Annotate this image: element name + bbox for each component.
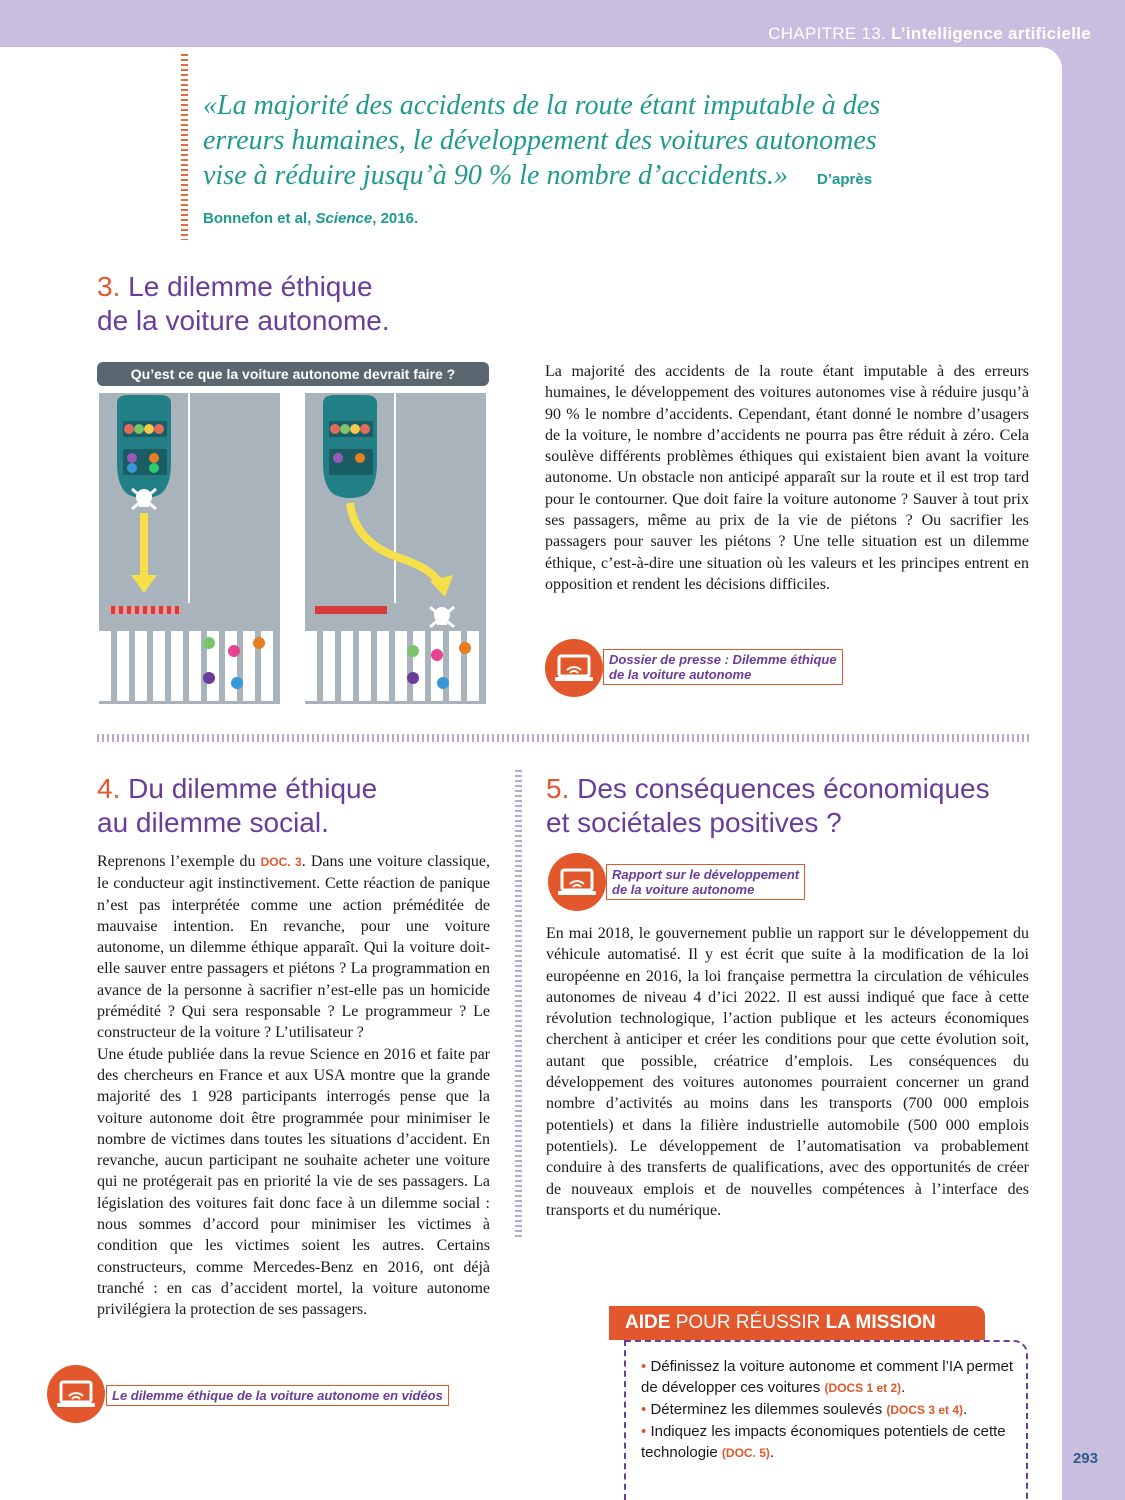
- column-divider: [515, 770, 522, 1240]
- quote-decoration: [181, 54, 188, 240]
- section5-title: 5. Des conséquences économiques et sociétales positives ?: [546, 773, 990, 838]
- list-item: • Indiquez les impacts économiques potentiels de cette technologie (DOC. 5).: [641, 1423, 1006, 1461]
- laptop-icon[interactable]: [47, 1365, 105, 1423]
- section4-body: [97, 851, 490, 1321]
- autonomous-car-icon: [323, 395, 377, 498]
- resource-link-report[interactable]: Rapport sur le développement de la voiture autonome: [606, 864, 805, 900]
- section4-paragraph2: Une étude publiée dans la revue Science en 2016 et faite par des chercheurs en France et aux USA montre que la grande majorité des 1 928 participants interrogés pense que la voiture autonome doit être programmée pour minimiser le nombre de victimes dans toutes les situations d’accident. En revanche, aucun participant ne souhaite acheter une voiture qui ne protégerait pas en priorité la vie de ses passagers. La législation des voitures fait donc face à un dilemme social : nous sommes d’accord pour minimiser les victimes à condition que les victimes soient les autres. Certains constructeurs, comme Mercedes-Benz en 2016, ont déjà tranché : en cas d’accident mortel, la voiture autonome privilégiera la protection de ses passagers.: [97, 1045, 490, 1319]
- chapter-header: [768, 24, 1091, 44]
- resource-link-videos[interactable]: Le dilemme éthique de la voiture autonome en vidéos: [106, 1385, 449, 1406]
- section4-title: 4. Du dilemme éthique au dilemme social.: [97, 773, 378, 838]
- quote-source: D’après Bonnefon et al, Science, 2016.: [203, 171, 873, 227]
- page-number: 293: [1072, 1450, 1098, 1467]
- section-divider: [97, 734, 1029, 742]
- section3-body: La majorité des accidents de la route étant imputable à des erreurs humaines, le développement des voitures autonomes vise à réduire jusqu’à 90 % le nombre d’accidents. Cependant, étant donné le nombre d’usagers de la voiture, le nombre d’accidents ne pourra pas être réduit à zéro. Cela soulève différents problèmes éthiques qui existaient bien avant la voiture autonome. Un obstacle non anticipé apparaît sur la route et il est trop tard pour le contourner. Que doit faire la voiture autonome ? Sauver à tout prix ses passagers, même au prix de la vie de piétons ? Ou sacrifier les passagers pour sauver les piétons ? Une telle situation est un dilemme éthique, c’est-à-dire une situation où les valeurs et les principes entrent en opposition et rendent les décisions difficiles.: [545, 363, 1029, 593]
- list-item: • Déterminez les dilemmes soulevés (DOCS 3 et 4).: [641, 1401, 968, 1418]
- resource-link-press[interactable]: Dossier de presse : Dilemme éthique de la voiture autonome: [603, 649, 843, 685]
- figure-title: Qu’est ce que la voiture autonome devrait faire ?: [97, 362, 489, 386]
- section3-title: 3. Le dilemme éthique de la voiture autonome.: [97, 271, 390, 336]
- scenario-straight-illustration: [99, 393, 280, 704]
- quote-text: «La majorité des accidents de la route étant imputable à des erreurs humaines, le développement des voitures autonomes vise à réduire jusqu’à 90 % le nombre d’accidents.»: [203, 90, 881, 191]
- list-item: • Définissez la voiture autonome et comment l’IA permet de développer ces voitures (DOCS 1 et 2).: [641, 1358, 1014, 1396]
- mission-help-title: AIDE POUR RÉUSSIR LA MISSION: [609, 1306, 985, 1340]
- section4-paragraph1: Reprenons l’exemple du DOC. 3. Dans une voiture classique, le conducteur agit instinctivement. Cette réaction de panique n’est pas interprétée comme une action préméditée de mauvaise intention. En revanche, pour une voiture autonome, un dilemme éthique apparaît. Qui la voiture doit-elle sauver entre passagers et piétons ? La programmation en avance de la personne à sacrifier n’est-elle pas un homicide prémédité ? Qui sera responsable ? Le programmeur ? Le constructeur de la voiture ? L’utilisateur ?: [97, 853, 490, 1042]
- chapter-title: L’intelligence artificielle: [891, 24, 1091, 43]
- section5-body: En mai 2018, le gouvernement publie un rapport sur le développement du véhicule automatisé. Il y est écrit que suite à la modification de la loi européenne en 2016, la loi française permettra la circulation de véhicules autonomes de niveau 4 d’ici 2022. Il est aussi indiqué que face à cette révolution technologique, l’action publique et les acteurs économiques cherchent à anticiper et créer les conditions pour que cette évolution soit, autant que possible, créatrice d’emplois. Les conséquences du développement des voitures autonomes pourraient concerner un grand nombre d’activités au moins dans les transports (700 000 emplois potentiels) et dans la filière industrielle automobile (500 000 emplois potentiels). Le développement de l’automatisation va probablement conduire à des transferts de qualifications, avec des opportunités de créer de nouveaux emplois et de nouvelles compétences à l’interface des transports et du numérique.: [546, 925, 1029, 1219]
- section4-number: 4.: [97, 773, 121, 804]
- laptop-icon[interactable]: [545, 639, 603, 697]
- autonomous-car-icon: [117, 395, 171, 498]
- mission-help-list: [641, 1356, 1021, 1464]
- laptop-icon[interactable]: [548, 853, 606, 911]
- section5-number: 5.: [546, 773, 570, 804]
- pull-quote: [203, 88, 923, 236]
- scenario-swerve-illustration: [305, 393, 486, 704]
- doc-reference[interactable]: DOC. 3: [260, 855, 302, 869]
- section3-number: 3.: [97, 271, 121, 302]
- chapter-number: CHAPITRE 13.: [768, 24, 887, 43]
